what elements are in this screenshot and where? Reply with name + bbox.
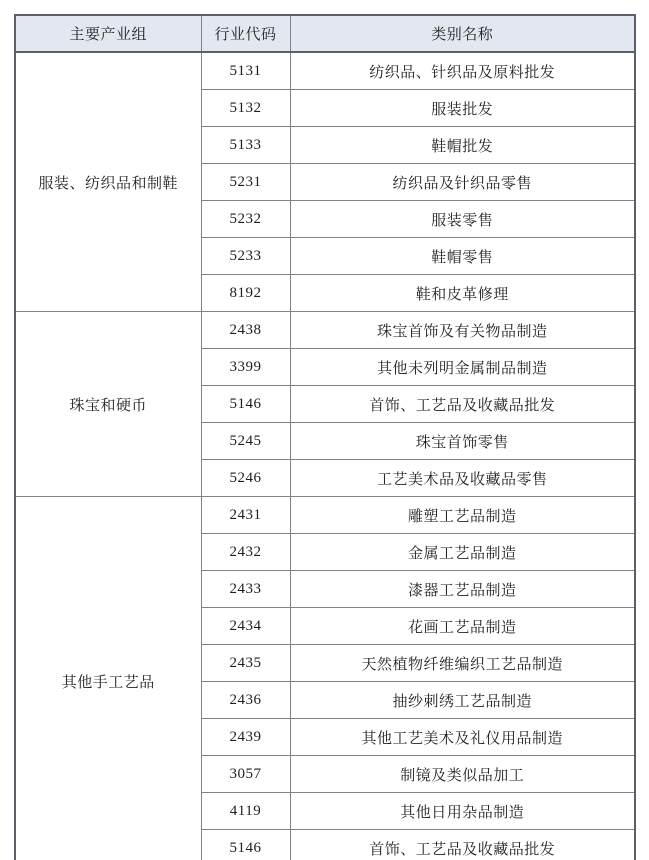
industry-code-cell: 5246 xyxy=(201,460,290,497)
table-header xyxy=(15,15,635,52)
industry-code-cell: 2435 xyxy=(201,645,290,682)
category-name-cell: 雕塑工艺品制造 xyxy=(290,497,635,534)
category-name-cell: 首饰、工艺品及收藏品批发 xyxy=(290,830,635,860)
industry-code-cell: 3399 xyxy=(201,349,290,386)
industry-code-cell: 3057 xyxy=(201,756,290,793)
industry-code-cell: 2433 xyxy=(201,571,290,608)
document-page xyxy=(0,14,649,860)
industry-code-cell: 5245 xyxy=(201,423,290,460)
header-row xyxy=(15,15,635,52)
industry-code-cell: 5146 xyxy=(201,386,290,423)
industry-code-cell: 5146 xyxy=(201,830,290,860)
category-name-cell: 工艺美术品及收藏品零售 xyxy=(290,460,635,497)
category-name-cell: 服装零售 xyxy=(290,201,635,238)
group-cell: 其他手工艺品 xyxy=(15,497,201,860)
table-row xyxy=(15,52,635,90)
industry-category-table xyxy=(14,14,636,860)
category-name-cell: 天然植物纤维编织工艺品制造 xyxy=(290,645,635,682)
col-header-category-name: 类别名称 xyxy=(290,15,635,52)
category-name-cell: 金属工艺品制造 xyxy=(290,534,635,571)
category-name-cell: 漆器工艺品制造 xyxy=(290,571,635,608)
group-cell: 服装、纺织品和制鞋 xyxy=(15,52,201,312)
industry-code-cell: 5131 xyxy=(201,52,290,90)
table-row xyxy=(15,497,635,534)
industry-code-cell: 2439 xyxy=(201,719,290,756)
category-name-cell: 鞋帽批发 xyxy=(290,127,635,164)
category-name-cell: 花画工艺品制造 xyxy=(290,608,635,645)
industry-code-cell: 5132 xyxy=(201,90,290,127)
industry-code-cell: 8192 xyxy=(201,275,290,312)
industry-code-cell: 5232 xyxy=(201,201,290,238)
category-name-cell: 其他未列明金属制品制造 xyxy=(290,349,635,386)
category-name-cell: 抽纱刺绣工艺品制造 xyxy=(290,682,635,719)
industry-code-cell: 2431 xyxy=(201,497,290,534)
industry-code-cell: 5233 xyxy=(201,238,290,275)
category-name-cell: 鞋帽零售 xyxy=(290,238,635,275)
industry-code-cell: 5133 xyxy=(201,127,290,164)
table-body xyxy=(15,52,635,860)
industry-code-cell: 2436 xyxy=(201,682,290,719)
category-name-cell: 制镜及类似品加工 xyxy=(290,756,635,793)
category-name-cell: 纺织品、针织品及原料批发 xyxy=(290,52,635,90)
category-name-cell: 纺织品及针织品零售 xyxy=(290,164,635,201)
industry-code-cell: 5231 xyxy=(201,164,290,201)
table-row xyxy=(15,312,635,349)
category-name-cell: 其他日用杂品制造 xyxy=(290,793,635,830)
industry-code-cell: 2438 xyxy=(201,312,290,349)
category-name-cell: 服装批发 xyxy=(290,90,635,127)
industry-code-cell: 4119 xyxy=(201,793,290,830)
category-name-cell: 珠宝首饰零售 xyxy=(290,423,635,460)
category-name-cell: 首饰、工艺品及收藏品批发 xyxy=(290,386,635,423)
industry-code-cell: 2434 xyxy=(201,608,290,645)
group-cell: 珠宝和硬币 xyxy=(15,312,201,497)
col-header-industry-code: 行业代码 xyxy=(201,15,290,52)
col-header-main-group: 主要产业组 xyxy=(15,15,201,52)
category-name-cell: 其他工艺美术及礼仪用品制造 xyxy=(290,719,635,756)
category-name-cell: 珠宝首饰及有关物品制造 xyxy=(290,312,635,349)
industry-code-cell: 2432 xyxy=(201,534,290,571)
category-name-cell: 鞋和皮革修理 xyxy=(290,275,635,312)
